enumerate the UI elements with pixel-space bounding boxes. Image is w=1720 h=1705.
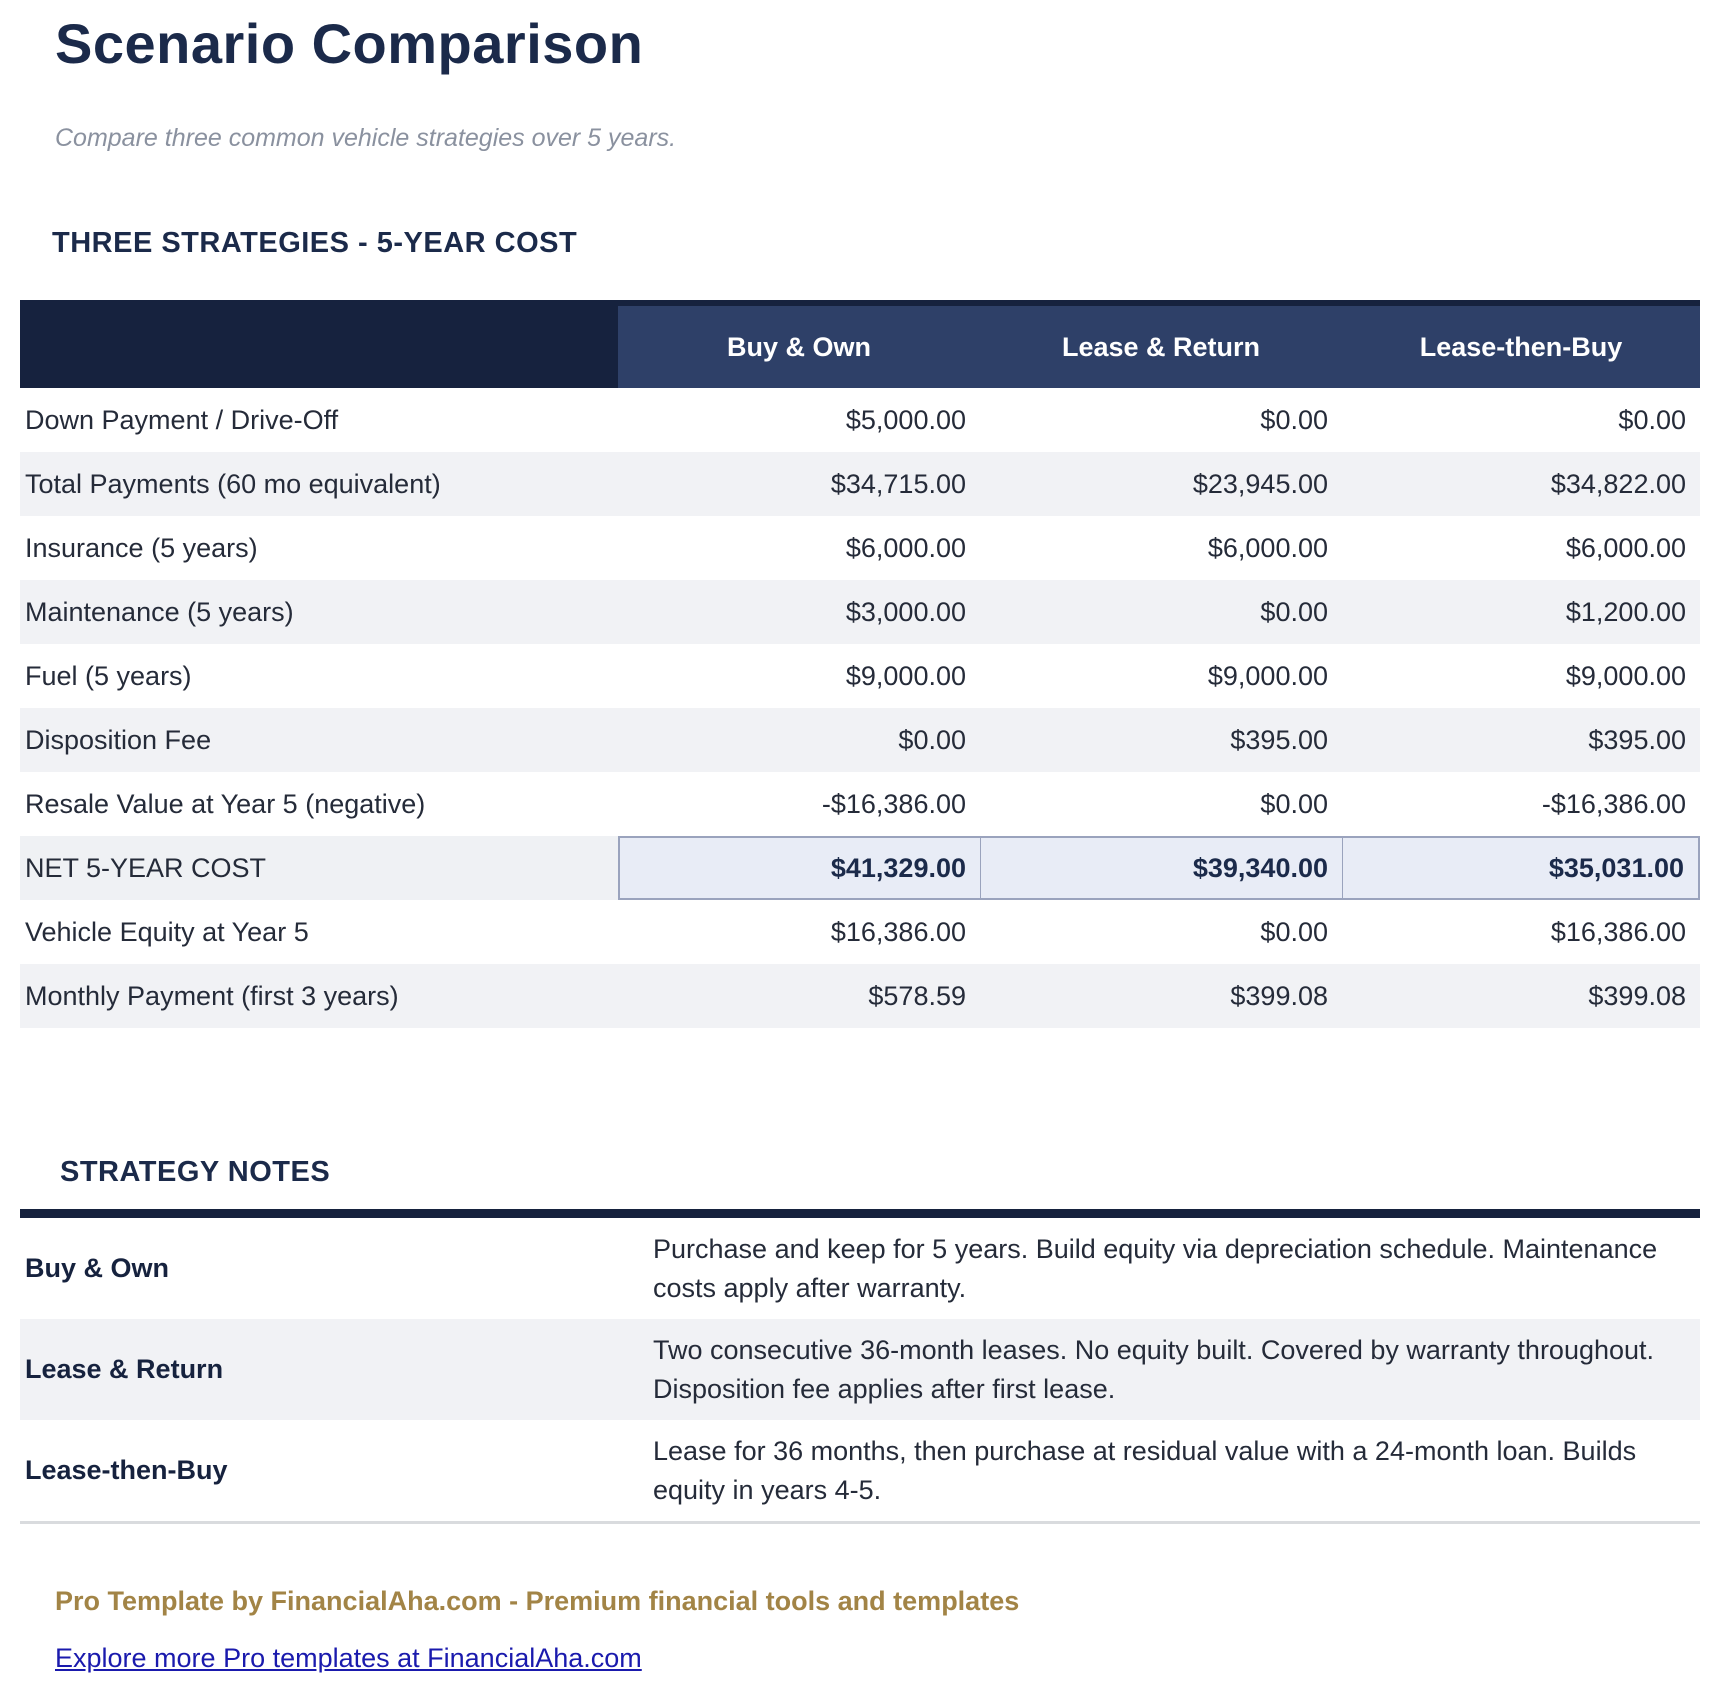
table-row-insurance <box>20 516 1700 580</box>
note-text: Lease for 36 months, then purchase at residual value with a 24-month loan. Builds equity in years 4-5. <box>653 1436 1637 1505</box>
table-row-resale-value <box>20 772 1700 836</box>
footer-link[interactable]: Explore more Pro templates at FinancialAha.com <box>55 1643 642 1673</box>
net-cost-value: $41,329.00 <box>618 836 980 900</box>
cell-value: $0.00 <box>1618 404 1686 435</box>
row-label: Fuel (5 years) <box>25 660 192 691</box>
cell-value: $16,386.00 <box>1550 916 1686 947</box>
row-label: Disposition Fee <box>25 724 212 755</box>
cell-value: $578.59 <box>868 980 966 1011</box>
cell-value: $34,822.00 <box>1550 468 1686 499</box>
row-label: Maintenance (5 years) <box>25 596 294 627</box>
table-row-fuel <box>20 644 1700 708</box>
note-text: Two consecutive 36-month leases. No equity built. Covered by warranty throughout. Disposition fee applies after first lease. <box>653 1335 1655 1404</box>
cell-value: $0.00 <box>1260 788 1328 819</box>
cell-value: $9,000.00 <box>1207 660 1328 691</box>
cell-value: $0.00 <box>1260 916 1328 947</box>
cell-value: $395.00 <box>1230 724 1328 755</box>
cell-value: $9,000.00 <box>1565 660 1686 691</box>
cell-value: $6,000.00 <box>1207 532 1328 563</box>
column-header-lease-return: Lease & Return <box>980 300 1342 388</box>
note-label: Buy & Own <box>25 1253 170 1283</box>
cost-table-header-row <box>20 300 1700 388</box>
note-row-lease-then-buy <box>20 1420 1700 1521</box>
cell-value: $9,000.00 <box>845 660 966 691</box>
table-row-net-5-year-cost <box>20 836 1700 900</box>
cell-value: $399.08 <box>1588 980 1686 1011</box>
page-subtitle: Compare three common vehicle strategies over 5 years. <box>55 124 677 152</box>
cell-value: $399.08 <box>1230 980 1328 1011</box>
table-row-total-payments <box>20 452 1700 516</box>
table-row-disposition-fee <box>20 708 1700 772</box>
cell-value: $0.00 <box>1260 596 1328 627</box>
cell-value: $6,000.00 <box>1565 532 1686 563</box>
notes-section-title: STRATEGY NOTES <box>60 1156 331 1188</box>
row-label: Insurance (5 years) <box>25 532 258 563</box>
cell-value: $5,000.00 <box>845 404 966 435</box>
cell-value: $1,200.00 <box>1565 596 1686 627</box>
cell-value: $34,715.00 <box>830 468 966 499</box>
column-header-buy-own: Buy & Own <box>618 300 980 388</box>
row-label: Resale Value at Year 5 (negative) <box>25 788 426 819</box>
cell-value: $23,945.00 <box>1192 468 1328 499</box>
table-row-maintenance <box>20 580 1700 644</box>
header-corner-cell <box>20 300 618 388</box>
cost-table <box>20 300 1700 1028</box>
row-label: Total Payments (60 mo equivalent) <box>25 468 441 499</box>
cell-value: $0.00 <box>1260 404 1328 435</box>
row-label: Down Payment / Drive-Off <box>25 404 339 435</box>
column-header-lease-then-buy: Lease-then-Buy <box>1342 300 1700 388</box>
row-label: Monthly Payment (first 3 years) <box>25 980 399 1011</box>
cell-value: -$16,386.00 <box>821 788 966 819</box>
cell-value: $395.00 <box>1588 724 1686 755</box>
cell-value: $16,386.00 <box>830 916 966 947</box>
row-label: NET 5-YEAR COST <box>20 836 618 900</box>
table-row-monthly-payment <box>20 964 1700 1028</box>
table-row-vehicle-equity <box>20 900 1700 964</box>
note-label: Lease & Return <box>25 1354 224 1384</box>
note-label: Lease-then-Buy <box>25 1455 228 1485</box>
page-title: Scenario Comparison <box>55 12 644 75</box>
table-row-down-payment <box>20 388 1700 452</box>
note-text: Purchase and keep for 5 years. Build equity via depreciation schedule. Maintenance costs apply after warranty. <box>653 1234 1658 1303</box>
note-row-lease-return <box>20 1319 1700 1420</box>
net-cost-value: $39,340.00 <box>980 836 1342 900</box>
row-label: Vehicle Equity at Year 5 <box>25 916 309 947</box>
cell-value: $0.00 <box>898 724 966 755</box>
net-cost-value: $35,031.00 <box>1342 836 1700 900</box>
cell-value: -$16,386.00 <box>1541 788 1686 819</box>
cell-value: $3,000.00 <box>845 596 966 627</box>
strategy-notes-table <box>20 1209 1700 1524</box>
cell-value: $6,000.00 <box>845 532 966 563</box>
note-row-buy-own <box>20 1218 1700 1319</box>
footer-branding: Pro Template by FinancialAha.com - Premium financial tools and templates <box>55 1586 1020 1616</box>
cost-section-title: THREE STRATEGIES - 5-YEAR COST <box>52 227 578 259</box>
